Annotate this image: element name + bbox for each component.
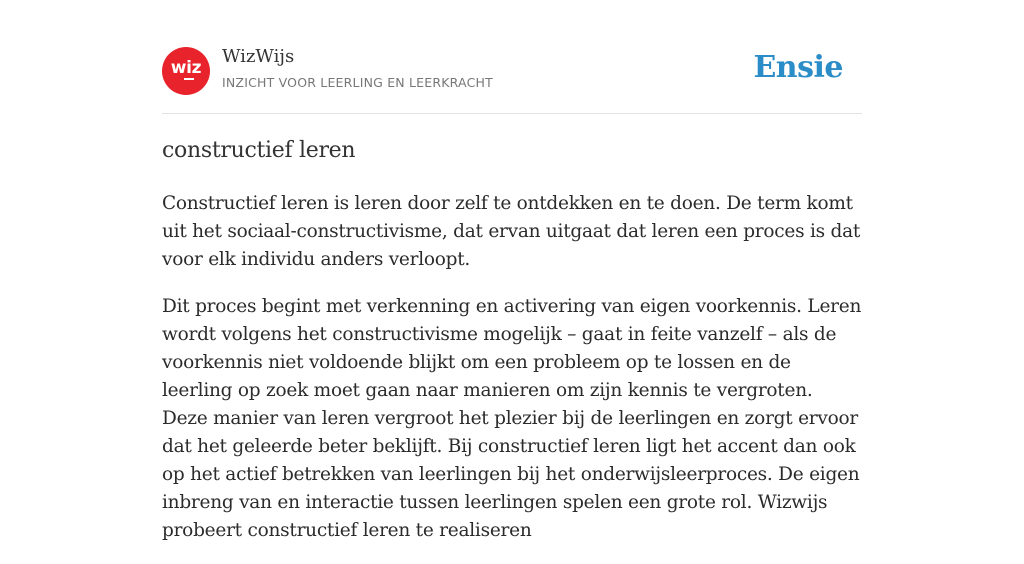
article-paragraph: Constructief leren is leren door zelf te ontdekken en te doen. De term komt uit het sociaal-constructivisme, dat ervan uitgaat dat leren een proces is dat voor elk individu anders verloopt. — [162, 193, 861, 270]
article-body — [162, 190, 862, 564]
site-tagline: INZICHT VOOR LEERLING EN LEERKRACHT — [222, 75, 493, 90]
logo-text: wiz — [170, 58, 202, 78]
wizwijs-logo[interactable] — [162, 47, 210, 95]
ensie-brand-link[interactable]: Ensie — [753, 50, 843, 85]
logo-underline — [184, 78, 194, 80]
site-name[interactable]: WizWijs — [222, 46, 295, 67]
header — [162, 0, 862, 114]
page-container — [162, 0, 862, 541]
article-paragraph: Dit proces begint met verkenning en activering van eigen voorkennis. Leren wordt volgens het constructivisme mogelijk – gaat in feite vanzelf – als de voorkennis niet voldoende blijkt om een probleem op te lossen en de leerling op zoek moet gaan naar manieren om zijn kennis te vergroten. Deze manier van leren vergroot het plezier bij de leerlingen en zorgt ervoor dat het geleerde beter beklijft. Bij constructief leren ligt het accent dan ook op het actief betrekken van leerlingen bij het onderwijsleerproces. De eigen inbreng van en interactie tussen leerlingen spelen een grote rol. Wizwijs probeert constructief leren te realiseren — [162, 296, 862, 541]
page-title: constructief leren — [162, 138, 356, 163]
